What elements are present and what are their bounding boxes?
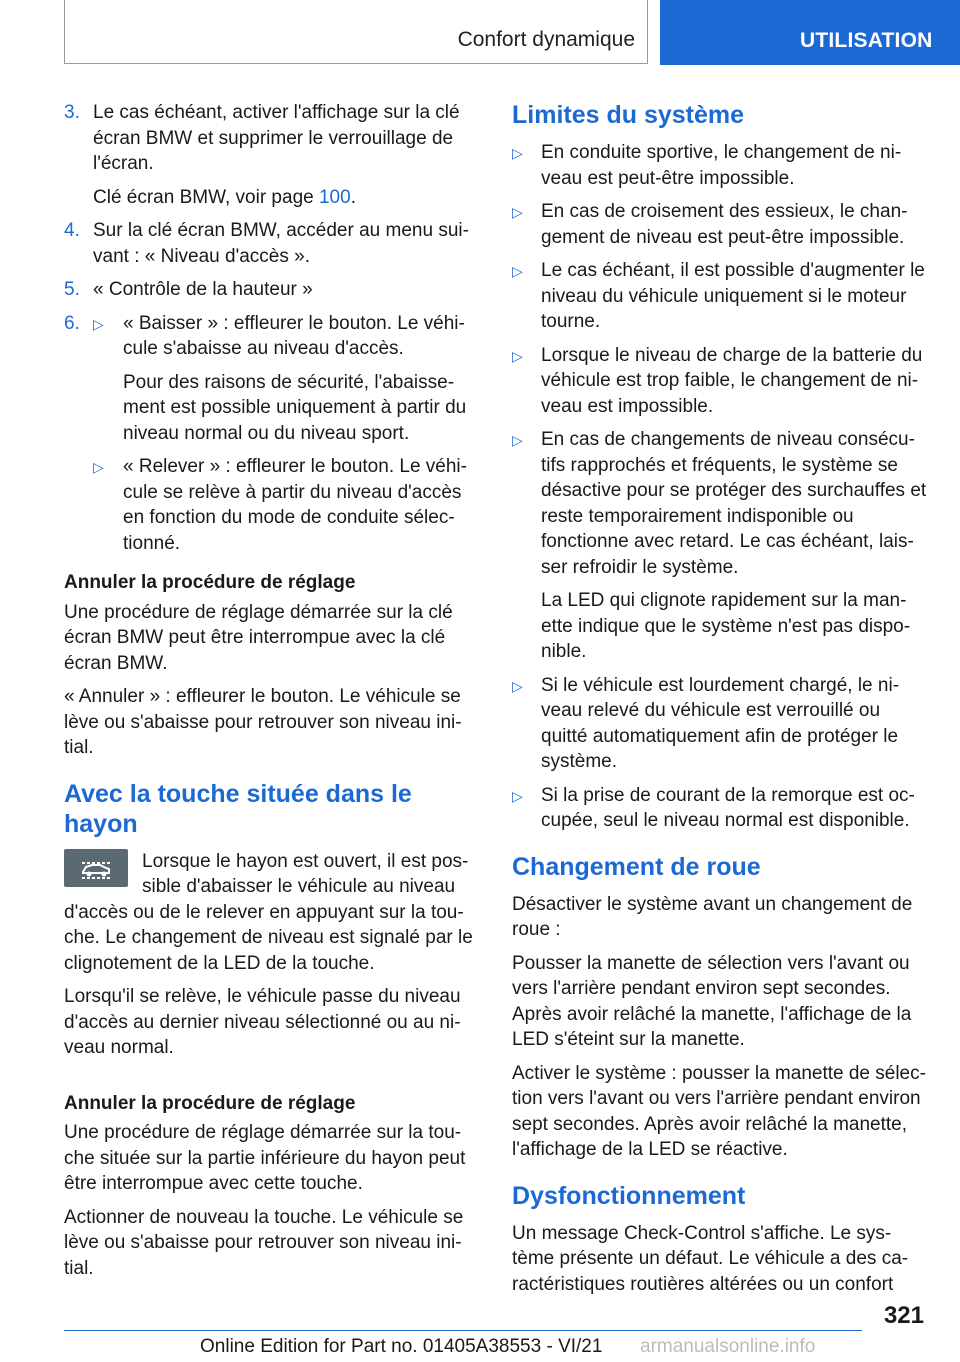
- sub-item-note: Pour des raisons de sécurité, l'abaisse‐ ment est possible uniquement à partir du niveau normal ou du niveau sport.: [123, 371, 467, 444]
- step-number: 6.: [64, 312, 80, 334]
- triangle-right-icon: ▷: [512, 204, 523, 220]
- header-chapter-tab: [660, 0, 960, 65]
- list-item: [512, 199, 928, 250]
- step-text: Le cas échéant, activer l'affichage sur la clé écran BMW et supprimer le verrouillage de l'écran.: [93, 102, 460, 174]
- wheel-change-heading: Changement de roue: [512, 852, 761, 881]
- page-ref-link[interactable]: 100: [318, 186, 351, 208]
- page-header: [0, 0, 960, 66]
- cancel2-paragraph-1: Une procédure de réglage démarrée sur la tou‐ che située sur la partie inférieure du hayon peut être interrompue avec cette touche.: [64, 1122, 466, 1194]
- limits-heading: Limites du système: [512, 101, 745, 129]
- list-item-text: Lorsque le niveau de charge de la batterie du véhicule est trop faible, le changement de ni‐ veau est impossible.: [541, 344, 923, 417]
- sub-item-lower: [93, 311, 476, 447]
- page-ref-text: Clé écran BMW, voir page: [93, 186, 314, 208]
- page-reference: [93, 185, 476, 211]
- page-number: 321: [883, 1302, 924, 1329]
- wheel-paragraph-3: Activer le système : pousser la manette de sélec‐ tion vers l'avant ou vers l'arrière pendant environ sept secondes. Après avoir relâché la manette, l'affichage de la LED se réactive.: [512, 1062, 926, 1160]
- sub-item-raise: [93, 454, 476, 556]
- cancel-paragraph-2: « Annuler » : effleurer le bouton. Le véhicule se lève ou s'abaisse pour retrouver son niveau ini‐ tial.: [64, 686, 462, 758]
- triangle-right-icon: ▷: [93, 315, 104, 332]
- tailgate-paragraph-2: Lorsqu'il se relève, le véhicule passe du niveau d'accès au dernier niveau sélectionné ou au ni‐ veau normal.: [64, 986, 461, 1058]
- step-number: 5.: [64, 279, 80, 300]
- malfunction-heading: Dysfonctionnement: [512, 1181, 746, 1210]
- triangle-right-icon: ▷: [512, 347, 523, 364]
- step-number: 4.: [64, 220, 80, 241]
- page-ref-end: .: [350, 186, 356, 208]
- step-text: Sur la clé écran BMW, accéder au menu sui‐ vant : « Niveau d'accès ».: [93, 220, 469, 267]
- tailgate-section: [64, 849, 476, 1061]
- cancel-heading: Annuler la procédure de réglage: [64, 572, 356, 593]
- cancel2-heading: Annuler la procédure de réglage: [64, 1092, 356, 1114]
- list-item-note: La LED qui clignote rapidement sur la man‐ ette indique que le système n'est pas dispo‐ nible.: [541, 590, 911, 662]
- step-number: 3.: [64, 102, 80, 123]
- header-section-title: Confort dynamique: [457, 28, 635, 51]
- sub-item-text: « Relever » : effleurer le bouton. Le véhi‐ cule se relève à partir du niveau d'accès en fonction du mode de conduite sélec‐ tionné.: [123, 456, 467, 554]
- triangle-right-icon: ▷: [512, 677, 523, 694]
- sub-item-text: « Baisser » : effleurer le bouton. Le véhi‐ cule s'abaisse au niveau d'accès.: [123, 312, 465, 359]
- list-item-text: En conduite sportive, le changement de ni‐ veau est peut-être impossible.: [541, 142, 902, 189]
- triangle-right-icon: ▷: [512, 787, 523, 804]
- header-chapter-title: UTILISATION: [800, 29, 933, 52]
- left-column: [64, 100, 476, 1289]
- list-item: [512, 140, 928, 191]
- list-item: [512, 427, 928, 665]
- tailgate-paragraph-1: Lorsque le hayon est ouvert, il est pos‐ sible d'abaisser le véhicule au niveau d'accès ou de le relever en appuyant sur la tou‐ che. Le changement de niveau est signalé par le clignotement de la LED de la touche.: [64, 850, 473, 974]
- list-item: [512, 258, 928, 335]
- list-item-text: Si le véhicule est lourdement chargé, le ni‐ veau relevé du véhicule est verrouillé ou quitté automatiquement afin de protéger le système.: [541, 674, 900, 772]
- right-column: [512, 100, 928, 1305]
- wheel-paragraph-1: Désactiver le système avant un changement de roue :: [512, 893, 913, 940]
- step-5: [64, 277, 476, 303]
- step-text: « Contrôle de la hauteur »: [93, 279, 313, 300]
- car-level-key-icon: [64, 849, 128, 887]
- triangle-right-icon: ▷: [512, 145, 523, 161]
- list-item: [512, 673, 928, 775]
- list-item-text: En cas de croisement des essieux, le chan‐ gement de niveau est peut-être impossible.: [541, 201, 908, 248]
- step-4: [64, 218, 476, 269]
- list-item-text: Si la prise de courant de la remorque est oc‐ cupée, seul le niveau normal est disponible.: [541, 784, 915, 831]
- malfunction-paragraph: Un message Check-Control s'affiche. Le sys‐ tème présente un défaut. Le véhicule a des ca‐ ractéristiques routières altérées ou un confort: [512, 1222, 909, 1295]
- triangle-right-icon: ▷: [512, 432, 523, 448]
- watermark: armanualsonline.info: [640, 1336, 816, 1357]
- triangle-right-icon: ▷: [512, 263, 523, 279]
- header-section-box: [64, 0, 648, 64]
- cancel-paragraph-1: Une procédure de réglage démarrée sur la clé écran BMW peut être interrompue avec la clé écran BMW.: [64, 601, 453, 674]
- wheel-paragraph-2: Pousser la manette de sélection vers l'avant ou vers l'arrière pendant environ sept secondes. Après avoir relâché la manette, l'affichage de la LED s'éteint sur la manette.: [512, 952, 912, 1050]
- list-item-text: En cas de changements de niveau consécu‐ tifs rapprochés et fréquents, le système se désactive pour se protéger des surchauffes et reste temporairement indisponible ou fonctionne avec retard. Le cas échéant, lais‐ ser refroidir le système.: [541, 429, 927, 578]
- triangle-right-icon: ▷: [93, 459, 104, 475]
- step-6: [64, 311, 476, 557]
- list-item-text: Le cas échéant, il est possible d'augmenter le niveau du véhicule uniquement si le moteur tourne.: [541, 260, 925, 332]
- footer-edition: Online Edition for Part no. 01405A38553 - VI/21: [200, 1336, 603, 1357]
- tailgate-heading: Avec la touche située dans le hayon: [64, 779, 412, 838]
- cancel2-paragraph-2: Actionner de nouveau la touche. Le véhicule se lève ou s'abaisse pour retrouver son niveau ini‐ tial.: [64, 1206, 464, 1279]
- step-3: [64, 100, 476, 210]
- list-item: [512, 343, 928, 420]
- footer-divider: [64, 1330, 862, 1331]
- list-item: [512, 783, 928, 834]
